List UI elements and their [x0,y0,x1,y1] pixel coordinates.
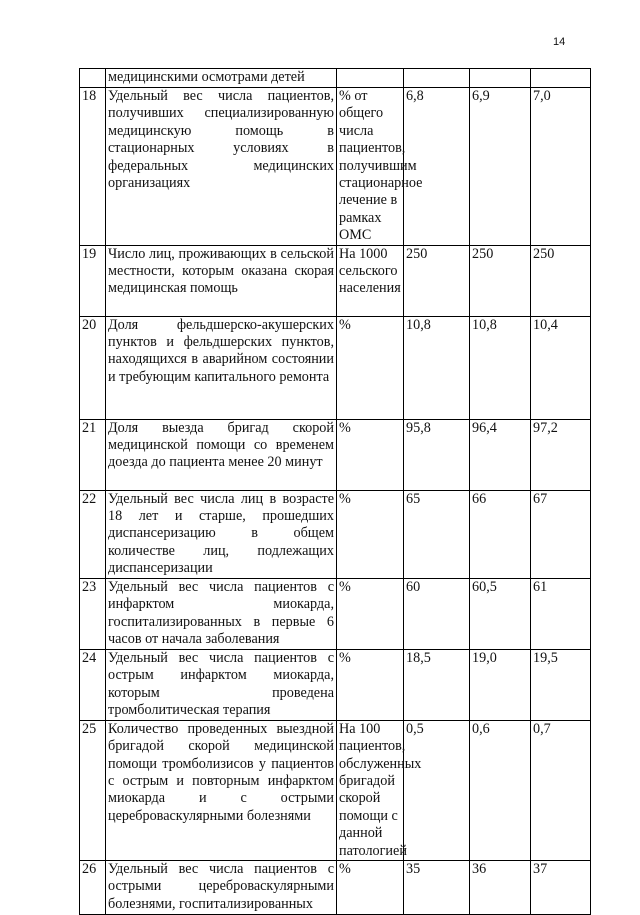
value-year-2: 96,4 [470,419,531,490]
table-row [80,578,591,649]
indicator-name: Удельный вес числа лиц в возрасте 18 лет и старше, прошедших диспансеризацию в общем количестве лиц, подлежащих диспансеризации [106,490,337,578]
indicator-name: Удельный вес числа пациентов с инфарктом миокарда, госпитализированных в первые 6 часов от начала заболевания [106,578,337,649]
table-row [80,419,591,490]
row-number: 18 [80,88,106,246]
value-year-2 [470,69,531,88]
table-row [80,316,591,419]
row-number: 25 [80,720,106,860]
unit-of-measure: % [337,578,404,649]
table-row [80,720,591,860]
value-year-3: 37 [531,860,591,914]
value-year-2: 36 [470,860,531,914]
value-year-2: 6,9 [470,88,531,246]
indicator-name: Удельный вес числа пациентов, получивших специализированную медицинскую помощь в стационарных условиях в федеральных медицинских организациях [106,88,337,246]
unit-of-measure: % от общего числа пациентов, получившим стационарное лечение в рамках ОМС [337,88,404,246]
value-year-2: 10,8 [470,316,531,419]
value-year-1: 95,8 [404,419,470,490]
value-year-2: 250 [470,245,531,316]
row-number: 19 [80,245,106,316]
indicator-name: Доля фельдшерско-акушерских пунктов и фельдшерских пунктов, находящихся в аварийном состоянии и требующим капитального ремонта [106,316,337,419]
row-number: 23 [80,578,106,649]
value-year-3: 97,2 [531,419,591,490]
table-row [80,245,591,316]
value-year-1: 250 [404,245,470,316]
unit-of-measure: % [337,490,404,578]
row-number: 26 [80,860,106,914]
value-year-1 [404,69,470,88]
value-year-1: 0,5 [404,720,470,860]
table-row [80,490,591,578]
table-row [80,88,591,246]
value-year-3: 61 [531,578,591,649]
value-year-3: 250 [531,245,591,316]
value-year-2: 60,5 [470,578,531,649]
value-year-1: 35 [404,860,470,914]
unit-of-measure [337,69,404,88]
row-number: 24 [80,649,106,720]
unit-of-measure: % [337,860,404,914]
value-year-1: 60 [404,578,470,649]
unit-of-measure: % [337,419,404,490]
page-number: 14 [553,36,566,48]
table-row [80,860,591,914]
indicator-name: Удельный вес числа пациентов с острыми цереброваскулярными болезнями, госпитализированных [106,860,337,914]
value-year-1: 18,5 [404,649,470,720]
unit-of-measure: % [337,316,404,419]
value-year-3: 0,7 [531,720,591,860]
row-number: 20 [80,316,106,419]
indicator-name: Доля выезда бригад скорой медицинской помощи со временем доезда до пациента менее 20 минут [106,419,337,490]
value-year-3: 19,5 [531,649,591,720]
unit-of-measure: % [337,649,404,720]
value-year-2: 0,6 [470,720,531,860]
indicator-name: Количество проведенных выездной бригадой скорой медицинской помощи тромболизисов у пациентов с острым и повторным инфарктом миокарда и с острыми цереброваскулярными болезнями [106,720,337,860]
value-year-1: 65 [404,490,470,578]
row-number: 21 [80,419,106,490]
value-year-3: 7,0 [531,88,591,246]
indicator-name: Удельный вес числа пациентов с острым инфарктом миокарда, которым проведена тромболитическая терапия [106,649,337,720]
value-year-1: 10,8 [404,316,470,419]
unit-of-measure: На 1000 сельского населения [337,245,404,316]
indicator-name: медицинскими осмотрами детей [106,69,337,88]
value-year-3 [531,69,591,88]
indicators-table [79,68,591,915]
value-year-3: 67 [531,490,591,578]
value-year-2: 19,0 [470,649,531,720]
unit-of-measure: На 100 пациентов, обслуженных бригадой скорой помощи с данной патологией [337,720,404,860]
row-number: 22 [80,490,106,578]
value-year-1: 6,8 [404,88,470,246]
table-row [80,649,591,720]
indicator-name: Число лиц, проживающих в сельской местности, которым оказана скорая медицинская помощь [106,245,337,316]
value-year-2: 66 [470,490,531,578]
value-year-3: 10,4 [531,316,591,419]
table-row [80,69,591,88]
row-number [80,69,106,88]
